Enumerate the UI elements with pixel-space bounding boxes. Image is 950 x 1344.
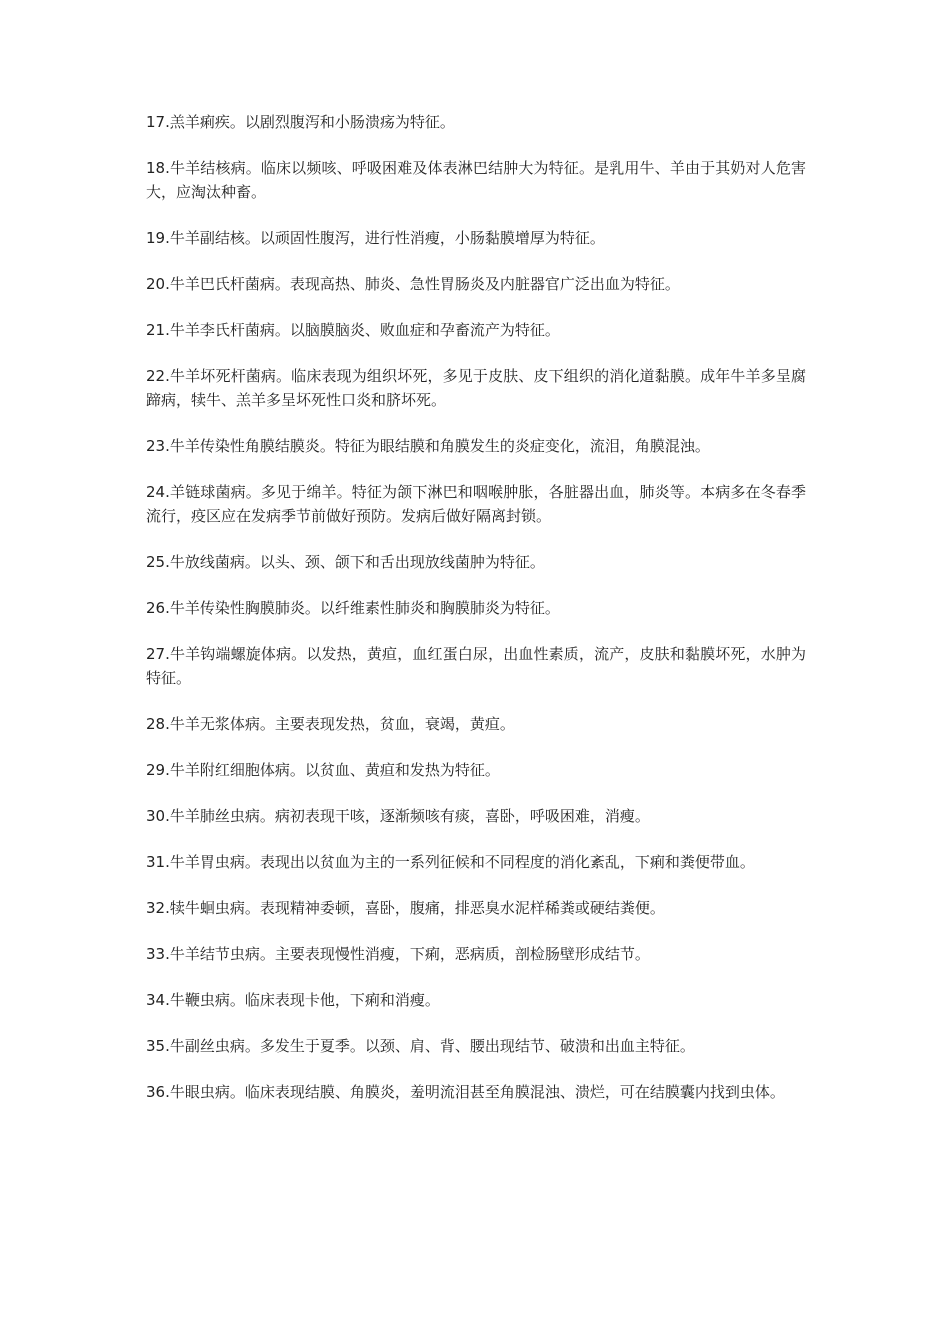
disease-entry-33: 33.牛羊结节虫病。主要表现慢性消瘦，下痢，恶病质，剖检肠壁形成结节。 — [146, 945, 650, 963]
disease-entry-24: 24.羊链球菌病。多见于绵羊。特征为颌下淋巴和咽喉肿胀，各脏器出血，肺炎等。本病多在冬春季流行，疫区应在发病季节前做好预防。发病后做好隔离封锁。 — [146, 483, 806, 525]
disease-entry-18: 18.牛羊结核病。临床以频咳、呼吸困难及体表淋巴结肿大为特征。是乳用牛、羊由于其奶对人危害大，应淘汰种畜。 — [146, 159, 806, 201]
disease-entry-29: 29.牛羊附红细胞体病。以贫血、黄疸和发热为特征。 — [146, 761, 500, 779]
disease-entry-28: 28.牛羊无浆体病。主要表现发热，贫血，衰竭，黄疸。 — [146, 715, 515, 733]
disease-entry-36: 36.牛眼虫病。临床表现结膜、角膜炎，羞明流泪甚至角膜混浊、溃烂，可在结膜囊内找到虫体。 — [146, 1083, 785, 1101]
disease-entry-21: 21.牛羊李氏杆菌病。以脑膜脑炎、败血症和孕畜流产为特征。 — [146, 321, 560, 339]
disease-entry-27: 27.牛羊钩端螺旋体病。以发热，黄疸，血红蛋白尿，出血性素质，流产，皮肤和黏膜坏死，水肿为特征。 — [146, 645, 806, 687]
disease-entry-31: 31.牛羊胃虫病。表现出以贫血为主的一系列征候和不同程度的消化紊乱，下痢和粪便带血。 — [146, 853, 755, 871]
disease-entry-23: 23.牛羊传染性角膜结膜炎。特征为眼结膜和角膜发生的炎症变化，流泪，角膜混浊。 — [146, 437, 710, 455]
disease-entry-20: 20.牛羊巴氏杆菌病。表现高热、肺炎、急性胃肠炎及内脏器官广泛出血为特征。 — [146, 275, 680, 293]
disease-entry-26: 26.牛羊传染性胸膜肺炎。以纤维素性肺炎和胸膜肺炎为特征。 — [146, 599, 560, 617]
disease-entry-32: 32.犊牛蛔虫病。表现精神委顿，喜卧，腹痛，排恶臭水泥样稀粪或硬结粪便。 — [146, 899, 665, 917]
disease-entry-17: 17.羔羊痢疾。以剧烈腹泻和小肠溃疡为特征。 — [146, 113, 455, 131]
disease-entry-25: 25.牛放线菌病。以头、颈、颌下和舌出现放线菌肿为特征。 — [146, 553, 545, 571]
disease-entry-22: 22.牛羊坏死杆菌病。临床表现为组织坏死，多见于皮肤、皮下组织的消化道黏膜。成年牛羊多呈腐蹄病，犊牛、羔羊多呈坏死性口炎和脐坏死。 — [146, 367, 806, 409]
document-body — [146, 110, 806, 1126]
disease-entry-34: 34.牛鞭虫病。临床表现卡他，下痢和消瘦。 — [146, 991, 440, 1009]
disease-entry-19: 19.牛羊副结核。以顽固性腹泻，进行性消瘦，小肠黏膜增厚为特征。 — [146, 229, 605, 247]
disease-entry-35: 35.牛副丝虫病。多发生于夏季。以颈、肩、背、腰出现结节、破溃和出血主特征。 — [146, 1037, 695, 1055]
disease-entry-30: 30.牛羊肺丝虫病。病初表现干咳，逐渐频咳有痰，喜卧，呼吸困难，消瘦。 — [146, 807, 650, 825]
